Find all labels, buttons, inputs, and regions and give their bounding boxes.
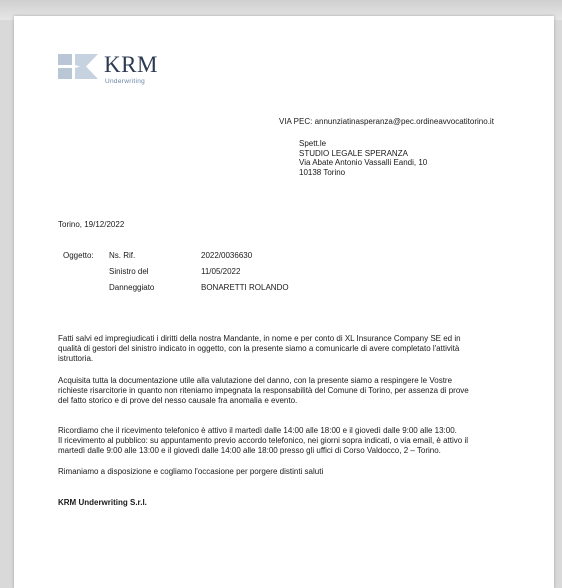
logo-subtitle: Underwriting [105,78,146,85]
closing-paragraph: Rimaniamo a disposizione e cogliamo l'occasione per porgere distinti saluti [58,467,324,476]
via-pec-line: VIA PEC: annunziatinasperanza@pec.ordineavvocatitorino.it [279,117,494,126]
subject-key-ref: Ns. Rif. [109,251,136,260]
subject-value-claim-date: 11/05/2022 [201,267,241,276]
paragraph-line: martedì dalle 9:00 alle 13:00 e il giovedì dalle 14:00 alle 18:00 presso gli uffici di Corso Valdocco, 2 – Torino. [58,446,441,455]
recipient-line: STUDIO LEGALE SPERANZA [299,148,408,158]
recipient-line: 10138 Torino [299,167,346,177]
paragraph-line: qualità di gestori del sinistro indicato in oggetto, con la presente siamo a comunicarle di avere completato l'attività [58,344,460,353]
paragraph-line: istruttoria. [58,354,94,363]
logo-wordmark: KRM [104,52,158,77]
subject-key-damaged: Danneggiato [109,283,155,292]
paragraph-2 [58,376,469,406]
paragraph-line: Ricordiamo che il ricevimento telefonico è attivo il martedì dalle 14:00 alle 18:00 e il giovedì dalle 9:00 alle 13:00. [58,426,457,435]
subject-label: Oggetto: [63,251,94,260]
recipient-address [299,139,427,177]
recipient-line: Via Abate Antonio Vassalli Eandi, 10 [299,158,428,167]
paragraph-line: del fatto storico e di prove del nesso causale fra anomalia e evento. [58,396,298,405]
paragraph-3 [58,426,468,456]
paragraph-line: richieste risarcitorie in quanto non riteniamo impegnata la responsabilità del Comune di Torino, per assenza di prove [58,386,469,395]
paragraph-1 [58,334,461,364]
signature: KRM Underwriting S.r.l. [58,498,147,507]
recipient-line: Spett.le [299,139,327,148]
letter-page [14,16,554,588]
paragraph-line: Fatti salvi ed impregiudicati i diritti della nostra Mandante, in nome e per conto di XL Insurance Company SE ed in [58,334,461,343]
subject-value-damaged: BONARETTI ROLANDO [201,283,289,292]
krm-logo-mark-icon [58,52,98,82]
date-line: Torino, 19/12/2022 [58,220,125,229]
paragraph-line: Acquisita tutta la documentazione utile alla valutazione del danno, con la presente siamo a respingere le Vostre [58,376,453,385]
subject-value-ref: 2022/0036630 [201,251,253,260]
subject-key-claim-date: Sinistro del [109,267,149,276]
paragraph-line: Il ricevimento al pubblico: su appuntamento previo accordo telefonico, nei giorni sopra indicati, o via email, è attivo il [58,436,468,445]
krm-logo [58,52,178,92]
